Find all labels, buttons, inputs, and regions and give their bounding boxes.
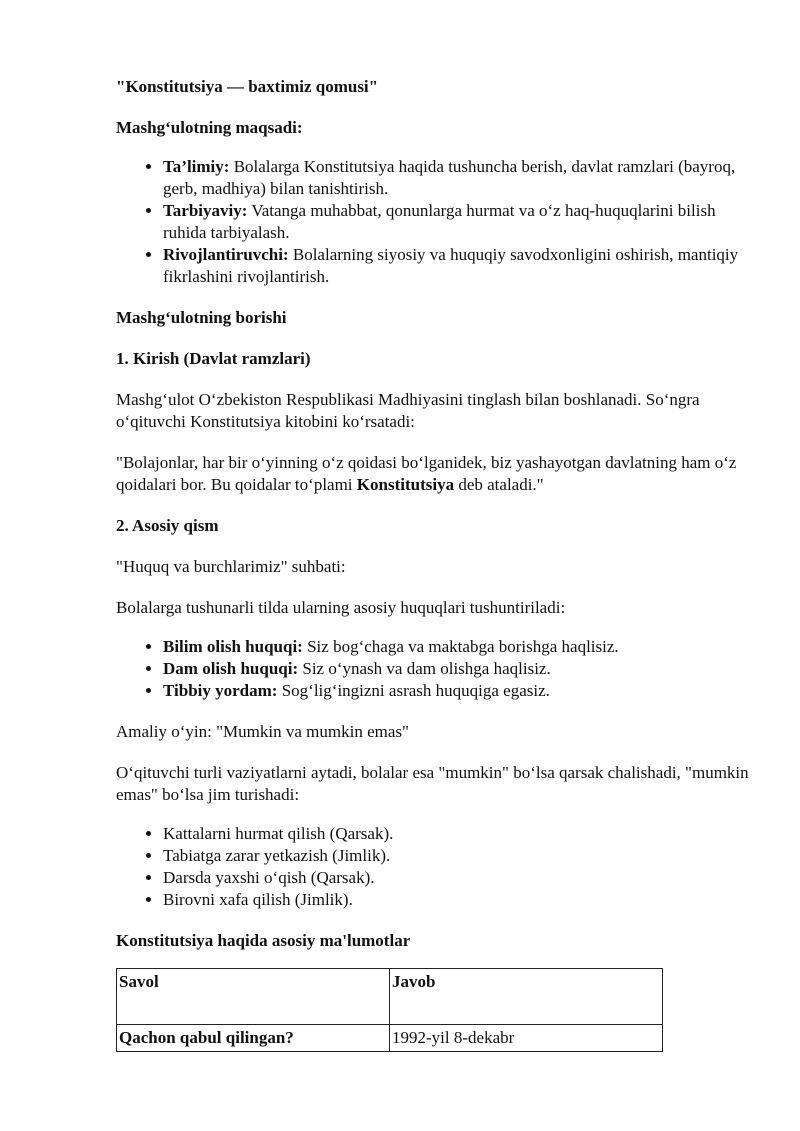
right-text: Siz bog‘chaga va maktabga borishga haqlisiz.: [302, 637, 619, 656]
game-title: Amaliy o‘yin: "Mumkin va mumkin emas": [116, 722, 409, 741]
table-cell-question: Qachon qabul qilingan?: [117, 1025, 390, 1052]
quote-text-end: deb ataladi.": [454, 475, 544, 494]
situation-item: • Birovni xafa qilish (Jimlik).: [163, 889, 756, 911]
goal-item: [163, 244, 756, 288]
intro-quote: [116, 452, 756, 496]
right-text: Siz o‘ynash va dam olishga haqlisiz.: [298, 659, 551, 678]
situation-item: • Kattalarni hurmat qilish (Qarsak).: [163, 823, 756, 845]
document-page: [116, 76, 756, 1052]
goal-item: [163, 200, 756, 244]
intro-heading: 1. Kirish (Davlat ramzlari): [116, 349, 311, 368]
goal-text: Bolalarning siyosiy va huquqiy savodxonligini oshirish, mantiqiy fikrlashini rivojlantirish.: [163, 245, 739, 286]
rights-list: [116, 636, 756, 702]
table-header-row: [117, 969, 663, 1025]
quote-text-start: "Bolajonlar, har bir o‘yinning o‘z qoidasi bo‘lganidek, biz yashayotgan davlatning ham o‘z qoidalari bor. Bu qoidalar to‘plami: [116, 453, 737, 494]
right-label: Tibbiy yordam:: [163, 681, 278, 700]
right-label: Bilim olish huquqi:: [163, 637, 303, 656]
table-cell-answer: 1992-yil 8-dekabr: [390, 1025, 663, 1052]
conversation-title: "Huquq va burchlarimiz" suhbati:: [116, 557, 346, 576]
intro-paragraph: Mashg‘ulot O‘zbekiston Respublikasi Madhiyasini tinglash bilan boshlanadi. So‘ngra o‘qituvchi Konstitutsiya kitobini ko‘rsatadi:: [116, 390, 700, 431]
table-header-cell: Javob: [390, 969, 663, 1025]
rights-intro: Bolalarga tushunarli tilda ularning asosiy huquqlari tushuntiriladi:: [116, 598, 566, 617]
table-row: [117, 1025, 663, 1052]
quote-keyword: Konstitutsiya: [356, 475, 455, 494]
goal-label: Ta’limiy:: [163, 157, 230, 176]
info-heading: Konstitutsiya haqida asosiy ma'lumotlar: [116, 931, 411, 950]
situation-item: • Darsda yaxshi o‘qish (Qarsak).: [163, 867, 756, 889]
right-item: [163, 680, 756, 702]
table-header-cell: Savol: [117, 969, 390, 1025]
goal-text: Bolalarga Konstitutsiya haqida tushuncha berish, davlat ramzlari (bayroq, gerb, madhiya) bilan tanishtirish.: [163, 157, 736, 198]
goals-heading: Mashg‘ulotning maqsadi:: [116, 118, 303, 137]
goals-list: [116, 156, 756, 288]
right-item: [163, 636, 756, 658]
situations-list: [116, 823, 756, 911]
right-item: [163, 658, 756, 680]
game-description: O‘qituvchi turli vaziyatlarni aytadi, bolalar esa "mumkin" bo‘lsa qarsak chalishadi, "mumkin emas" bo‘lsa jim turishadi:: [116, 763, 749, 804]
goal-text: Vatanga muhabbat, qonunlarga hurmat va o‘z haq-huquqlarini bilish ruhida tarbiyalash.: [163, 201, 716, 242]
goal-item: [163, 156, 756, 200]
situation-item: • Tabiatga zarar yetkazish (Jimlik).: [163, 845, 756, 867]
course-heading: Mashg‘ulotning borishi: [116, 308, 287, 327]
info-table: [116, 968, 663, 1052]
right-label: Dam olish huquqi:: [163, 659, 299, 678]
main-heading: 2. Asosiy qism: [116, 516, 219, 535]
right-text: Sog‘lig‘ingizni asrash huquqiga egasiz.: [277, 681, 550, 700]
goal-label: Rivojlantiruvchi:: [163, 245, 289, 264]
document-title: "Konstitutsiya — baxtimiz qomusi": [116, 77, 379, 96]
goal-label: Tarbiyaviy:: [163, 201, 248, 220]
